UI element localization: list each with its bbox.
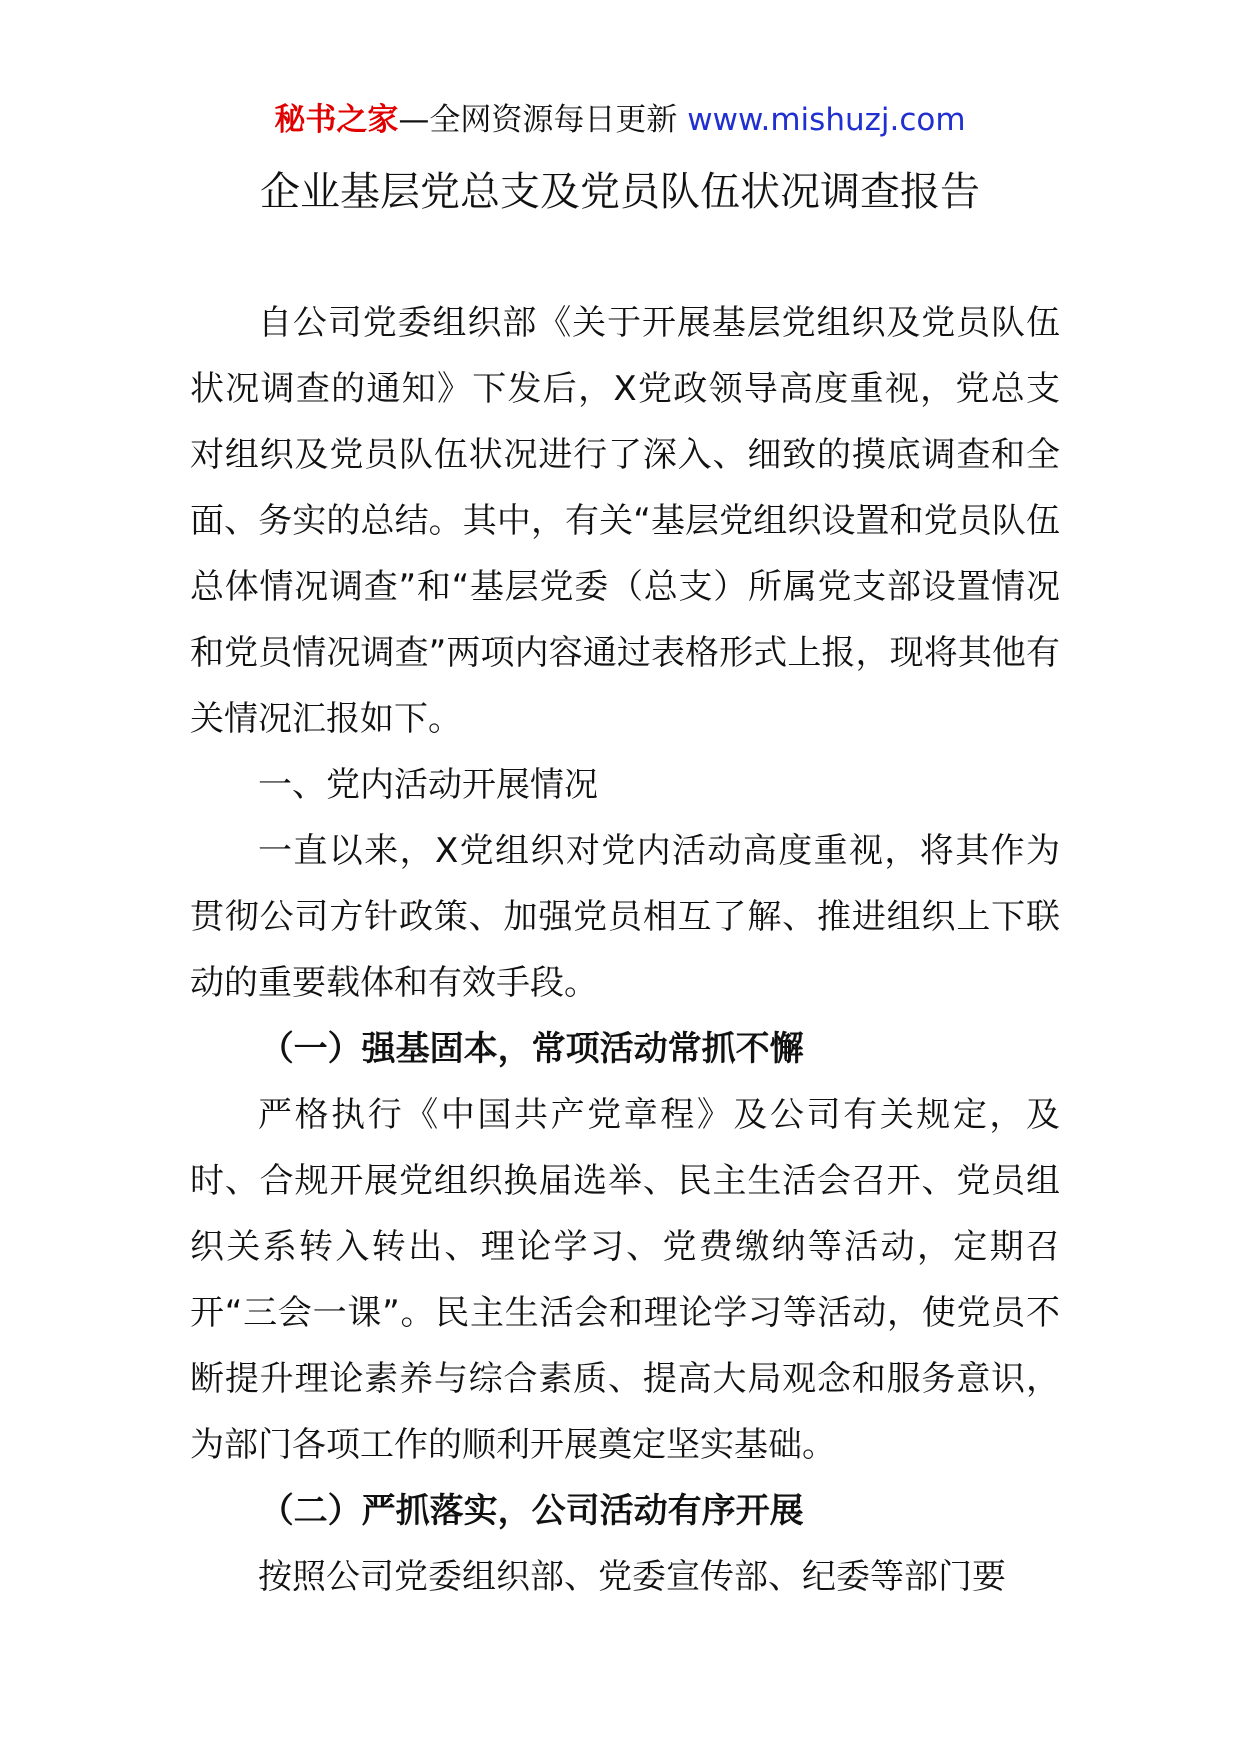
subsection-heading-1: （一）强基固本，常项活动常抓不懈 xyxy=(259,1029,804,1069)
subsection-heading-2: （二）严抓落实，公司活动有序开展 xyxy=(259,1491,804,1531)
body-paragraph: 一直以来，X党组织对党内活动高度重视，将其作为贯彻公司方针政策、加强党员相互了解、推进组织上下联动的重要载体和有效手段。 xyxy=(190,831,1060,1003)
brand-name: 秘书之家 xyxy=(274,102,399,138)
body-paragraph: 按照公司党委组织部、党委宣传部、纪委等部门要 xyxy=(258,1557,1006,1597)
intro-paragraph: 自公司党委组织部《关于开展基层党组织及党员队伍状况调查的通知》下发后，X党政领导高度重视，党总支对组织及党员队伍状况进行了深入、细致的摸底调查和全面、务实的总结。其中，有关“基层党组织设置和党员队伍总体情况调查”和“基层党委（总支）所属党支部设置情况和党员情况调查”两项内容通过表格形式上报，现将其他有关情况汇报如下。 xyxy=(190,303,1060,739)
body-paragraph: 严格执行《中国共产党章程》及公司有关规定，及时、合规开展党组织换届选举、民主生活会召开、党员组织关系转入转出、理论学习、党费缴纳等活动，定期召开“三会一课”。民主生活会和理论学习等活动，使党员不断提升理论素养与综合素质、提高大局观念和服务意识，为部门各项工作的顺利开展奠定坚实基础。 xyxy=(190,1095,1060,1465)
site-url[interactable]: www.mishuzj.com xyxy=(687,102,966,138)
site-banner xyxy=(0,98,1240,142)
document-title: 企业基层党总支及党员队伍状况调查报告 xyxy=(260,169,980,215)
section-heading-1: 一、党内活动开展情况 xyxy=(258,765,598,805)
banner-slogan: —全网资源每日更新 xyxy=(398,102,678,138)
document-body xyxy=(190,290,1060,1610)
